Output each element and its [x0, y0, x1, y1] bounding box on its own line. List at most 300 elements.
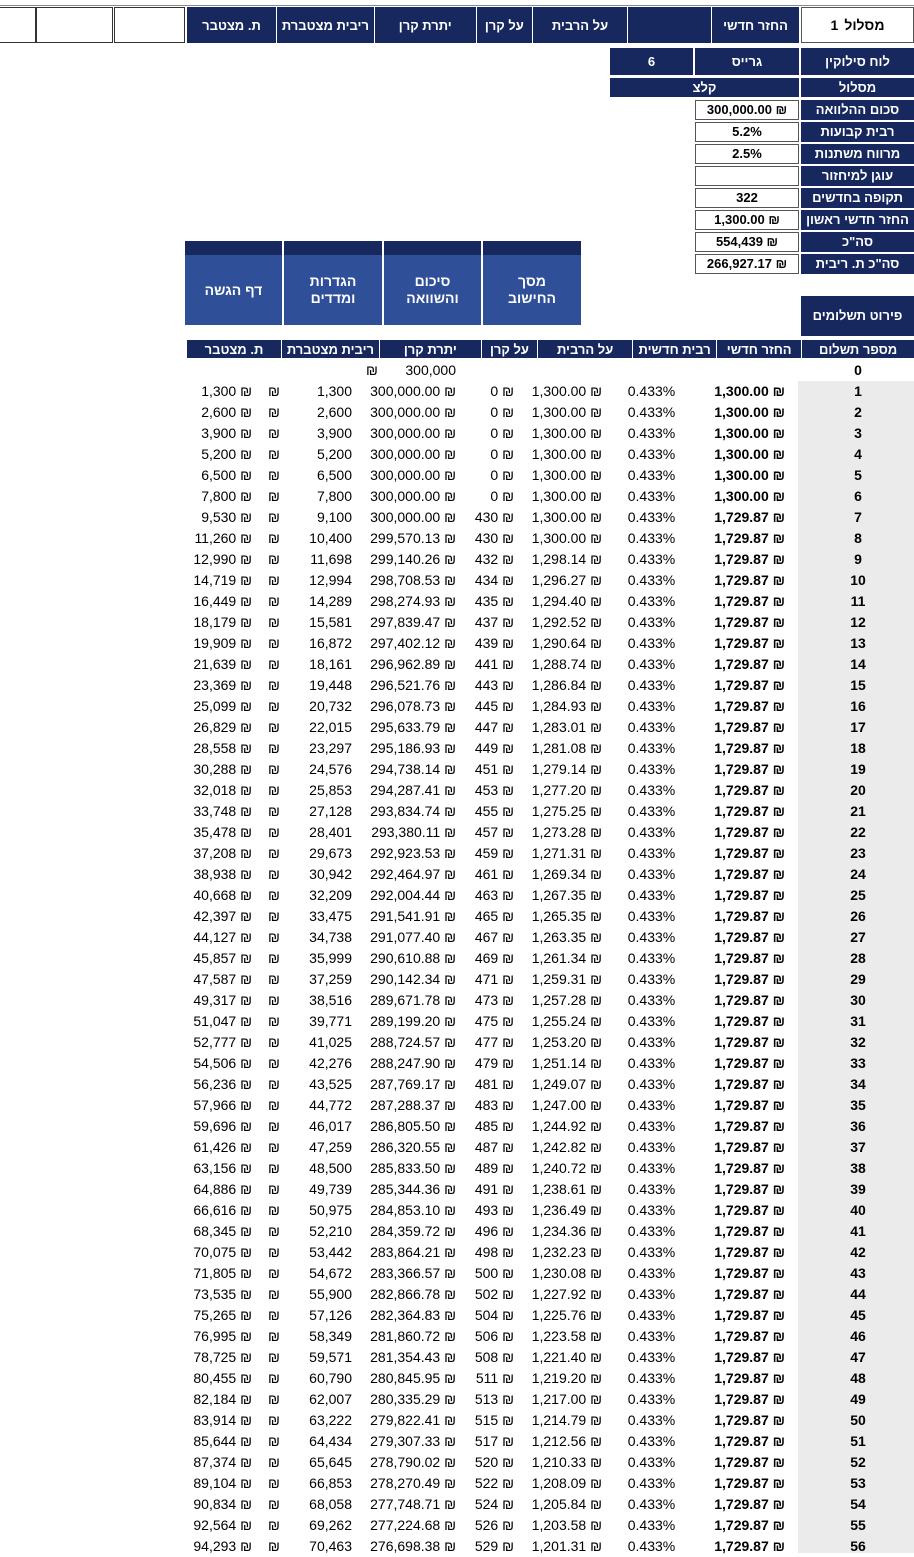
cell-cumulative-interest: 44,772	[309, 1097, 352, 1113]
cell-on-interest: 1,265.35 ₪	[531, 908, 602, 924]
cell-monthly-rate: 0.433%	[627, 551, 676, 567]
cell-currency: ₪	[268, 1076, 280, 1092]
cell-on-principal: 453 ₪	[474, 782, 514, 798]
cell-principal-balance: 287,288.37 ₪	[370, 1097, 456, 1113]
cell-cumulative-total: 37,208 ₪	[193, 845, 252, 861]
cell-currency: ₪	[268, 530, 280, 546]
cell-on-interest: 1,281.08 ₪	[531, 740, 602, 756]
cell-cumulative-interest: 3,900	[316, 425, 352, 441]
cell-on-interest: 1,298.14 ₪	[531, 551, 602, 567]
cell-on-principal: 483 ₪	[474, 1097, 514, 1113]
cell-principal-balance: 300,000.00 ₪	[370, 509, 456, 525]
cell-on-interest: 1,259.31 ₪	[531, 971, 602, 987]
cell-monthly-rate: 0.433%	[627, 1538, 676, 1554]
cell-monthly-payment: 1,729.87 ₪	[714, 887, 785, 903]
cell-on-interest: 1,290.64 ₪	[531, 635, 602, 651]
table-row	[0, 465, 914, 486]
submission-page-button[interactable]: דף הגשה	[185, 241, 282, 325]
cell-cumulative-total: 3,900 ₪	[201, 425, 252, 441]
cell-monthly-payment: 1,729.87 ₪	[714, 1244, 785, 1260]
cell-cumulative-total: 1,300 ₪	[201, 383, 252, 399]
cell-cumulative-total: 2,600 ₪	[201, 404, 252, 420]
cell-payment-number: 29	[850, 971, 866, 987]
cell-on-interest: 1,247.00 ₪	[531, 1097, 602, 1113]
cell-on-principal: 430 ₪	[474, 509, 514, 525]
table-row	[0, 444, 914, 465]
empty-cell-1[interactable]	[0, 7, 36, 43]
cell-principal-balance: 294,287.41 ₪	[370, 782, 456, 798]
cell-principal-balance: 278,790.02 ₪	[370, 1454, 456, 1470]
cell-payment-number: 26	[850, 908, 866, 924]
cell-payment-number: 41	[850, 1223, 866, 1239]
table-row	[0, 486, 914, 507]
cell-on-interest: 1,217.00 ₪	[531, 1391, 602, 1407]
cell-monthly-rate: 0.433%	[627, 1202, 676, 1218]
cell-monthly-payment: 1,729.87 ₪	[714, 1370, 785, 1386]
cell-monthly-rate: 0.433%	[627, 1055, 676, 1071]
table-row	[0, 591, 914, 612]
table-row	[0, 843, 914, 864]
cell-on-principal: 463 ₪	[474, 887, 514, 903]
cell-currency: ₪	[366, 362, 378, 378]
cell-monthly-rate: 0.433%	[627, 866, 676, 882]
table-row	[0, 1095, 914, 1116]
cell-principal-balance: 283,864.21 ₪	[370, 1244, 456, 1260]
cell-principal-balance: 295,186.93 ₪	[370, 740, 456, 756]
cell-on-principal: 508 ₪	[474, 1349, 514, 1365]
cell-monthly-payment: 1,729.87 ₪	[714, 677, 785, 693]
cell-principal-balance: 292,004.44 ₪	[370, 887, 456, 903]
table-row	[0, 381, 914, 402]
cell-on-principal: 445 ₪	[474, 698, 514, 714]
cell-monthly-rate: 0.433%	[627, 404, 676, 420]
cell-payment-number: 20	[850, 782, 866, 798]
cell-on-principal: 513 ₪	[474, 1391, 514, 1407]
cell-cumulative-total: 90,834 ₪	[193, 1496, 252, 1512]
cell-on-interest: 1,221.40 ₪	[531, 1349, 602, 1365]
cell-currency: ₪	[268, 1286, 280, 1302]
cell-on-interest: 1,284.93 ₪	[531, 698, 602, 714]
cell-cumulative-total: 28,558 ₪	[193, 740, 252, 756]
cell-cumulative-interest: 35,999	[309, 950, 352, 966]
settings-indices-button[interactable]: הגדרות ומדדים	[284, 241, 382, 325]
cell-on-principal: 441 ₪	[474, 656, 514, 672]
cell-cumulative-interest: 22,015	[309, 719, 352, 735]
cell-on-principal: 439 ₪	[474, 635, 514, 651]
cell-on-principal: 493 ₪	[474, 1202, 514, 1218]
cell-monthly-rate: 0.433%	[627, 1097, 676, 1113]
cell-on-principal: 526 ₪	[474, 1517, 514, 1533]
cell-cumulative-total: 87,374 ₪	[193, 1454, 252, 1470]
cell-cumulative-total: 35,478 ₪	[193, 824, 252, 840]
cell-principal-balance: 298,708.53 ₪	[370, 572, 456, 588]
cell-monthly-payment: 1,729.87 ₪	[714, 551, 785, 567]
route-selector[interactable]	[801, 7, 914, 43]
route-number: 1	[830, 17, 839, 33]
cell-currency: ₪	[268, 614, 280, 630]
cell-on-principal: 467 ₪	[474, 929, 514, 945]
cell-monthly-rate: 0.433%	[627, 698, 676, 714]
cell-monthly-payment: 1,729.87 ₪	[714, 761, 785, 777]
board-value[interactable]: גרייס	[695, 48, 799, 75]
table-row	[0, 1053, 914, 1074]
cell-on-interest: 1,214.79 ₪	[531, 1412, 602, 1428]
cell-monthly-payment: 1,729.87 ₪	[714, 1118, 785, 1134]
cell-cumulative-interest: 58,349	[309, 1328, 352, 1344]
cell-on-principal: 469 ₪	[474, 950, 514, 966]
cell-cumulative-interest: 28,401	[309, 824, 352, 840]
cell-principal-balance: 281,354.43 ₪	[370, 1349, 456, 1365]
cell-payment-number: 48	[850, 1370, 866, 1386]
cell-monthly-rate: 0.433%	[627, 1160, 676, 1176]
cell-monthly-rate: 0.433%	[627, 1139, 676, 1155]
table-row	[0, 612, 914, 633]
cell-on-principal: 430 ₪	[474, 530, 514, 546]
cell-on-principal: 457 ₪	[474, 824, 514, 840]
cell-cumulative-total: 56,236 ₪	[193, 1076, 252, 1092]
cell-monthly-payment: 1,729.87 ₪	[714, 635, 785, 651]
cell-cumulative-total: 59,696 ₪	[193, 1118, 252, 1134]
cell-principal-balance: 287,769.17 ₪	[370, 1076, 456, 1092]
cell-monthly-rate: 0.433%	[627, 908, 676, 924]
cell-payment-number: 27	[850, 929, 866, 945]
cell-initial-balance: 300,000	[405, 362, 456, 378]
top-header-col: על הרבית	[532, 7, 627, 43]
cell-on-interest: 1,300.00 ₪	[531, 383, 602, 399]
cell-monthly-rate: 0.433%	[627, 845, 676, 861]
cell-payment-number: 15	[850, 677, 866, 693]
cell-on-principal: 0 ₪	[490, 446, 514, 462]
empty-cell-3[interactable]	[114, 7, 185, 43]
table-row	[0, 696, 914, 717]
cell-principal-balance: 300,000.00 ₪	[370, 383, 456, 399]
cell-on-interest: 1,269.34 ₪	[531, 866, 602, 882]
cell-monthly-payment: 1,729.87 ₪	[714, 1349, 785, 1365]
cell-cumulative-interest: 50,975	[309, 1202, 352, 1218]
cell-payment-number: 11	[850, 593, 866, 609]
cell-cumulative-total: 78,725 ₪	[193, 1349, 252, 1365]
table-row	[0, 423, 914, 444]
cell-monthly-rate: 0.433%	[627, 1265, 676, 1281]
summary-comparison-button[interactable]: סיכום והשוואה	[384, 241, 481, 325]
cell-cumulative-interest: 30,942	[309, 866, 352, 882]
cell-on-principal: 465 ₪	[474, 908, 514, 924]
cell-on-principal: 0 ₪	[490, 383, 514, 399]
cell-monthly-payment: 1,729.87 ₪	[714, 950, 785, 966]
cell-on-interest: 1,279.14 ₪	[531, 761, 602, 777]
empty-cell-2[interactable]	[36, 7, 113, 43]
track-route-value[interactable]: קלצ	[610, 78, 799, 97]
cell-cumulative-total: 38,938 ₪	[193, 866, 252, 882]
th-monthly-payment: החזר חדשי	[716, 340, 801, 358]
param-value-loan-amount[interactable]: 300,000.00 ₪	[695, 100, 799, 120]
cell-cumulative-total: 25,099 ₪	[193, 698, 252, 714]
table-row	[0, 969, 914, 990]
cell-principal-balance: 300,000.00 ₪	[370, 404, 456, 420]
th-monthly-rate: רבית חדשית	[632, 340, 716, 358]
cell-cumulative-interest: 12,994	[309, 572, 352, 588]
cell-on-principal: 481 ₪	[474, 1076, 514, 1092]
table-row	[0, 633, 914, 654]
cell-on-interest: 1,300.00 ₪	[531, 509, 602, 525]
cell-monthly-rate: 0.433%	[627, 992, 676, 1008]
cell-currency: ₪	[268, 1202, 280, 1218]
cell-principal-balance: 291,077.40 ₪	[370, 929, 456, 945]
cell-payment-number: 33	[850, 1055, 866, 1071]
cell-currency: ₪	[268, 1244, 280, 1260]
board-label: לוח סילוקין	[801, 48, 914, 75]
cell-monthly-payment: 1,729.87 ₪	[714, 1223, 785, 1239]
param-value-total: 554,439 ₪	[695, 232, 799, 252]
cell-cumulative-interest: 48,500	[309, 1160, 352, 1176]
cell-on-interest: 1,294.40 ₪	[531, 593, 602, 609]
cell-cumulative-total: 85,644 ₪	[193, 1433, 252, 1449]
cell-principal-balance: 297,402.12 ₪	[370, 635, 456, 651]
cell-cumulative-total: 23,369 ₪	[193, 677, 252, 693]
cell-on-interest: 1,300.00 ₪	[531, 467, 602, 483]
cell-currency: ₪	[268, 1139, 280, 1155]
cell-payment-number: 54	[850, 1496, 866, 1512]
cell-cumulative-total: 82,184 ₪	[193, 1391, 252, 1407]
cell-payment-number: 10	[850, 572, 866, 588]
cell-monthly-payment: 1,729.87 ₪	[714, 1181, 785, 1197]
table-header-row	[186, 340, 914, 358]
param-value-fixed-rate[interactable]: 5.2%	[695, 122, 799, 142]
table-row	[0, 801, 914, 822]
param-value-period-months[interactable]: 322	[695, 188, 799, 208]
cell-monthly-rate: 0.433%	[627, 950, 676, 966]
cell-currency: ₪	[268, 908, 280, 924]
cell-monthly-rate: 0.433%	[627, 1223, 676, 1239]
cell-currency: ₪	[268, 488, 280, 504]
table-row	[0, 1116, 914, 1137]
param-value-variable-margin[interactable]: 2.5%	[695, 144, 799, 164]
cell-payment-number: 51	[850, 1433, 866, 1449]
cell-monthly-payment: 1,729.87 ₪	[714, 1139, 785, 1155]
th-cumulative-total: ת. מצטבר	[186, 340, 281, 358]
cell-monthly-payment: 1,729.87 ₪	[714, 824, 785, 840]
cell-cumulative-total: 18,179 ₪	[193, 614, 252, 630]
cell-on-interest: 1,292.52 ₪	[531, 614, 602, 630]
cell-payment-number: 6	[854, 488, 862, 504]
cell-monthly-payment: 1,300.00 ₪	[714, 488, 785, 504]
cell-monthly-payment: 1,300.00 ₪	[714, 425, 785, 441]
param-label-variable-margin: מרווח משתנות	[801, 144, 914, 164]
cell-currency: ₪	[268, 635, 280, 651]
cell-cumulative-total: 11,260 ₪	[194, 530, 252, 546]
param-label-recycle-anchor: עוגן למיחזור	[801, 166, 914, 186]
cell-cumulative-total: 70,075 ₪	[193, 1244, 252, 1260]
cell-principal-balance: 300,000.00 ₪	[370, 467, 456, 483]
cell-monthly-rate: 0.433%	[627, 509, 676, 525]
table-row	[0, 1284, 914, 1305]
param-value-first-payment: 1,300.00 ₪	[695, 210, 799, 230]
cell-cumulative-total: 5,200 ₪	[201, 446, 252, 462]
cell-cumulative-interest: 34,738	[309, 929, 352, 945]
cell-payment-number: 34	[850, 1076, 866, 1092]
cell-cumulative-total: 75,265 ₪	[193, 1307, 252, 1323]
board-number[interactable]: 6	[610, 48, 693, 75]
cell-cumulative-total: 40,668 ₪	[193, 887, 252, 903]
cell-on-principal: 479 ₪	[474, 1055, 514, 1071]
cell-payment-number: 35	[850, 1097, 866, 1113]
th-on-interest: על הרבית	[537, 340, 632, 358]
table-row	[0, 1368, 914, 1389]
cell-on-principal: 522 ₪	[474, 1475, 514, 1491]
table-row	[0, 1536, 914, 1557]
cell-on-principal: 500 ₪	[474, 1265, 514, 1281]
cell-cumulative-interest: 70,463	[309, 1538, 352, 1554]
cell-cumulative-total: 7,800 ₪	[201, 488, 252, 504]
cell-cumulative-interest: 60,790	[309, 1370, 352, 1386]
cell-currency: ₪	[268, 761, 280, 777]
cell-on-interest: 1,300.00 ₪	[531, 488, 602, 504]
cell-payment-number: 47	[850, 1349, 866, 1365]
param-label-total: סה"כ	[801, 232, 914, 252]
table-row-initial	[0, 360, 914, 381]
cell-currency: ₪	[268, 950, 280, 966]
cell-cumulative-interest: 2,600	[316, 404, 352, 420]
cell-on-principal: 459 ₪	[474, 845, 514, 861]
cell-currency: ₪	[268, 1454, 280, 1470]
cell-payment-number: 7	[854, 509, 862, 525]
table-row	[0, 570, 914, 591]
cell-monthly-rate: 0.433%	[627, 1517, 676, 1533]
cell-monthly-rate: 0.433%	[627, 425, 676, 441]
cell-monthly-rate: 0.433%	[627, 929, 676, 945]
cell-cumulative-total: 54,506 ₪	[193, 1055, 252, 1071]
cell-on-principal: 0 ₪	[490, 488, 514, 504]
cell-on-interest: 1,238.61 ₪	[531, 1181, 602, 1197]
table-row	[0, 1515, 914, 1536]
cell-currency: ₪	[268, 1097, 280, 1113]
cell-payment-number: 19	[850, 761, 866, 777]
cell-principal-balance: 290,610.88 ₪	[370, 950, 456, 966]
cell-principal-balance: 286,805.50 ₪	[370, 1118, 456, 1134]
cell-on-principal: 473 ₪	[474, 992, 514, 1008]
cell-principal-balance: 284,853.10 ₪	[370, 1202, 456, 1218]
cell-on-interest: 1,251.14 ₪	[531, 1055, 602, 1071]
cell-monthly-payment: 1,729.87 ₪	[714, 908, 785, 924]
cell-monthly-rate: 0.433%	[627, 1349, 676, 1365]
cell-on-interest: 1,223.58 ₪	[531, 1328, 602, 1344]
cell-on-principal: 443 ₪	[474, 677, 514, 693]
cell-on-principal: 515 ₪	[474, 1412, 514, 1428]
top-header-col: ת. מצטבר	[186, 7, 276, 43]
cell-cumulative-total: 44,127 ₪	[193, 929, 252, 945]
cell-monthly-payment: 1,300.00 ₪	[714, 467, 785, 483]
cell-cumulative-total: 52,777 ₪	[193, 1034, 252, 1050]
cell-monthly-rate: 0.433%	[627, 593, 676, 609]
cell-cumulative-interest: 25,853	[309, 782, 352, 798]
cell-payment-number: 56	[850, 1538, 866, 1554]
cell-payment-number: 53	[850, 1475, 866, 1491]
cell-currency: ₪	[268, 1496, 280, 1512]
cell-on-interest: 1,300.00 ₪	[531, 404, 602, 420]
param-value-recycle-anchor[interactable]	[695, 166, 799, 186]
cell-on-interest: 1,283.01 ₪	[531, 719, 602, 735]
cell-on-interest: 1,255.24 ₪	[531, 1013, 602, 1029]
cell-monthly-rate: 0.433%	[627, 887, 676, 903]
cell-monthly-rate: 0.433%	[627, 530, 676, 546]
cell-payment-number: 31	[850, 1013, 866, 1029]
cell-cumulative-interest: 46,017	[309, 1118, 352, 1134]
cell-currency: ₪	[268, 593, 280, 609]
cell-payment-number: 24	[850, 866, 866, 882]
cell-currency: ₪	[268, 656, 280, 672]
cell-monthly-rate: 0.433%	[627, 1244, 676, 1260]
cell-on-principal: 475 ₪	[474, 1013, 514, 1029]
cell-monthly-payment: 1,729.87 ₪	[714, 1496, 785, 1512]
cell-principal-balance: 281,860.72 ₪	[370, 1328, 456, 1344]
calculation-screen-button[interactable]: מסך החישוב	[483, 241, 581, 325]
cell-cumulative-interest: 62,007	[309, 1391, 352, 1407]
cell-currency: ₪	[268, 803, 280, 819]
cell-payment-number: 23	[850, 845, 866, 861]
cell-principal-balance: 300,000.00 ₪	[370, 488, 456, 504]
cell-monthly-payment: 1,729.87 ₪	[714, 1202, 785, 1218]
cell-currency: ₪	[268, 992, 280, 1008]
cell-on-principal: 491 ₪	[474, 1181, 514, 1197]
table-row	[0, 1242, 914, 1263]
top-header-bar	[186, 7, 799, 43]
cell-on-interest: 1,227.92 ₪	[531, 1286, 602, 1302]
cell-principal-balance: 298,274.93 ₪	[370, 593, 456, 609]
cell-cumulative-total: 51,047 ₪	[193, 1013, 252, 1029]
table-row	[0, 1200, 914, 1221]
th-payment-number: מספר תשלום	[801, 340, 914, 358]
cell-monthly-rate: 0.433%	[627, 635, 676, 651]
cell-payment-number: 3	[854, 425, 862, 441]
cell-monthly-rate: 0.433%	[627, 1181, 676, 1197]
cell-cumulative-interest: 16,872	[309, 635, 352, 651]
cell-monthly-rate: 0.433%	[627, 1013, 676, 1029]
cell-principal-balance: 300,000.00 ₪	[370, 446, 456, 462]
param-label-fixed-rate: רבית קבועות	[801, 122, 914, 142]
cell-cumulative-total: 49,317 ₪	[193, 992, 252, 1008]
cell-monthly-rate: 0.433%	[627, 824, 676, 840]
cell-payment-number: 55	[850, 1517, 866, 1533]
cell-cumulative-interest: 29,673	[309, 845, 352, 861]
cell-monthly-rate: 0.433%	[627, 1328, 676, 1344]
cell-on-interest: 1,212.56 ₪	[531, 1433, 602, 1449]
cell-cumulative-interest: 9,100	[316, 509, 352, 525]
table-row	[0, 1410, 914, 1431]
cell-currency: ₪	[268, 1160, 280, 1176]
cell-currency: ₪	[268, 1538, 280, 1554]
cell-monthly-payment: 1,729.87 ₪	[714, 530, 785, 546]
cell-on-interest: 1,232.23 ₪	[531, 1244, 602, 1260]
cell-payment-number: 46	[850, 1328, 866, 1344]
cell-principal-balance: 279,307.33 ₪	[370, 1433, 456, 1449]
cell-currency: ₪	[268, 404, 280, 420]
cell-on-principal: 0 ₪	[490, 467, 514, 483]
cell-cumulative-total: 68,345 ₪	[193, 1223, 252, 1239]
cell-cumulative-interest: 15,581	[309, 614, 352, 630]
cell-principal-balance: 286,320.55 ₪	[370, 1139, 456, 1155]
cell-monthly-payment: 1,729.87 ₪	[714, 614, 785, 630]
cell-principal-balance: 297,839.47 ₪	[370, 614, 456, 630]
cell-cumulative-interest: 24,576	[309, 761, 352, 777]
cell-currency: ₪	[268, 1034, 280, 1050]
cell-monthly-payment: 1,729.87 ₪	[714, 1538, 785, 1554]
cell-cumulative-total: 33,748 ₪	[193, 803, 252, 819]
table-row	[0, 1452, 914, 1473]
table-row	[0, 1011, 914, 1032]
table-row	[0, 906, 914, 927]
cell-on-principal: 520 ₪	[474, 1454, 514, 1470]
table-row	[0, 759, 914, 780]
